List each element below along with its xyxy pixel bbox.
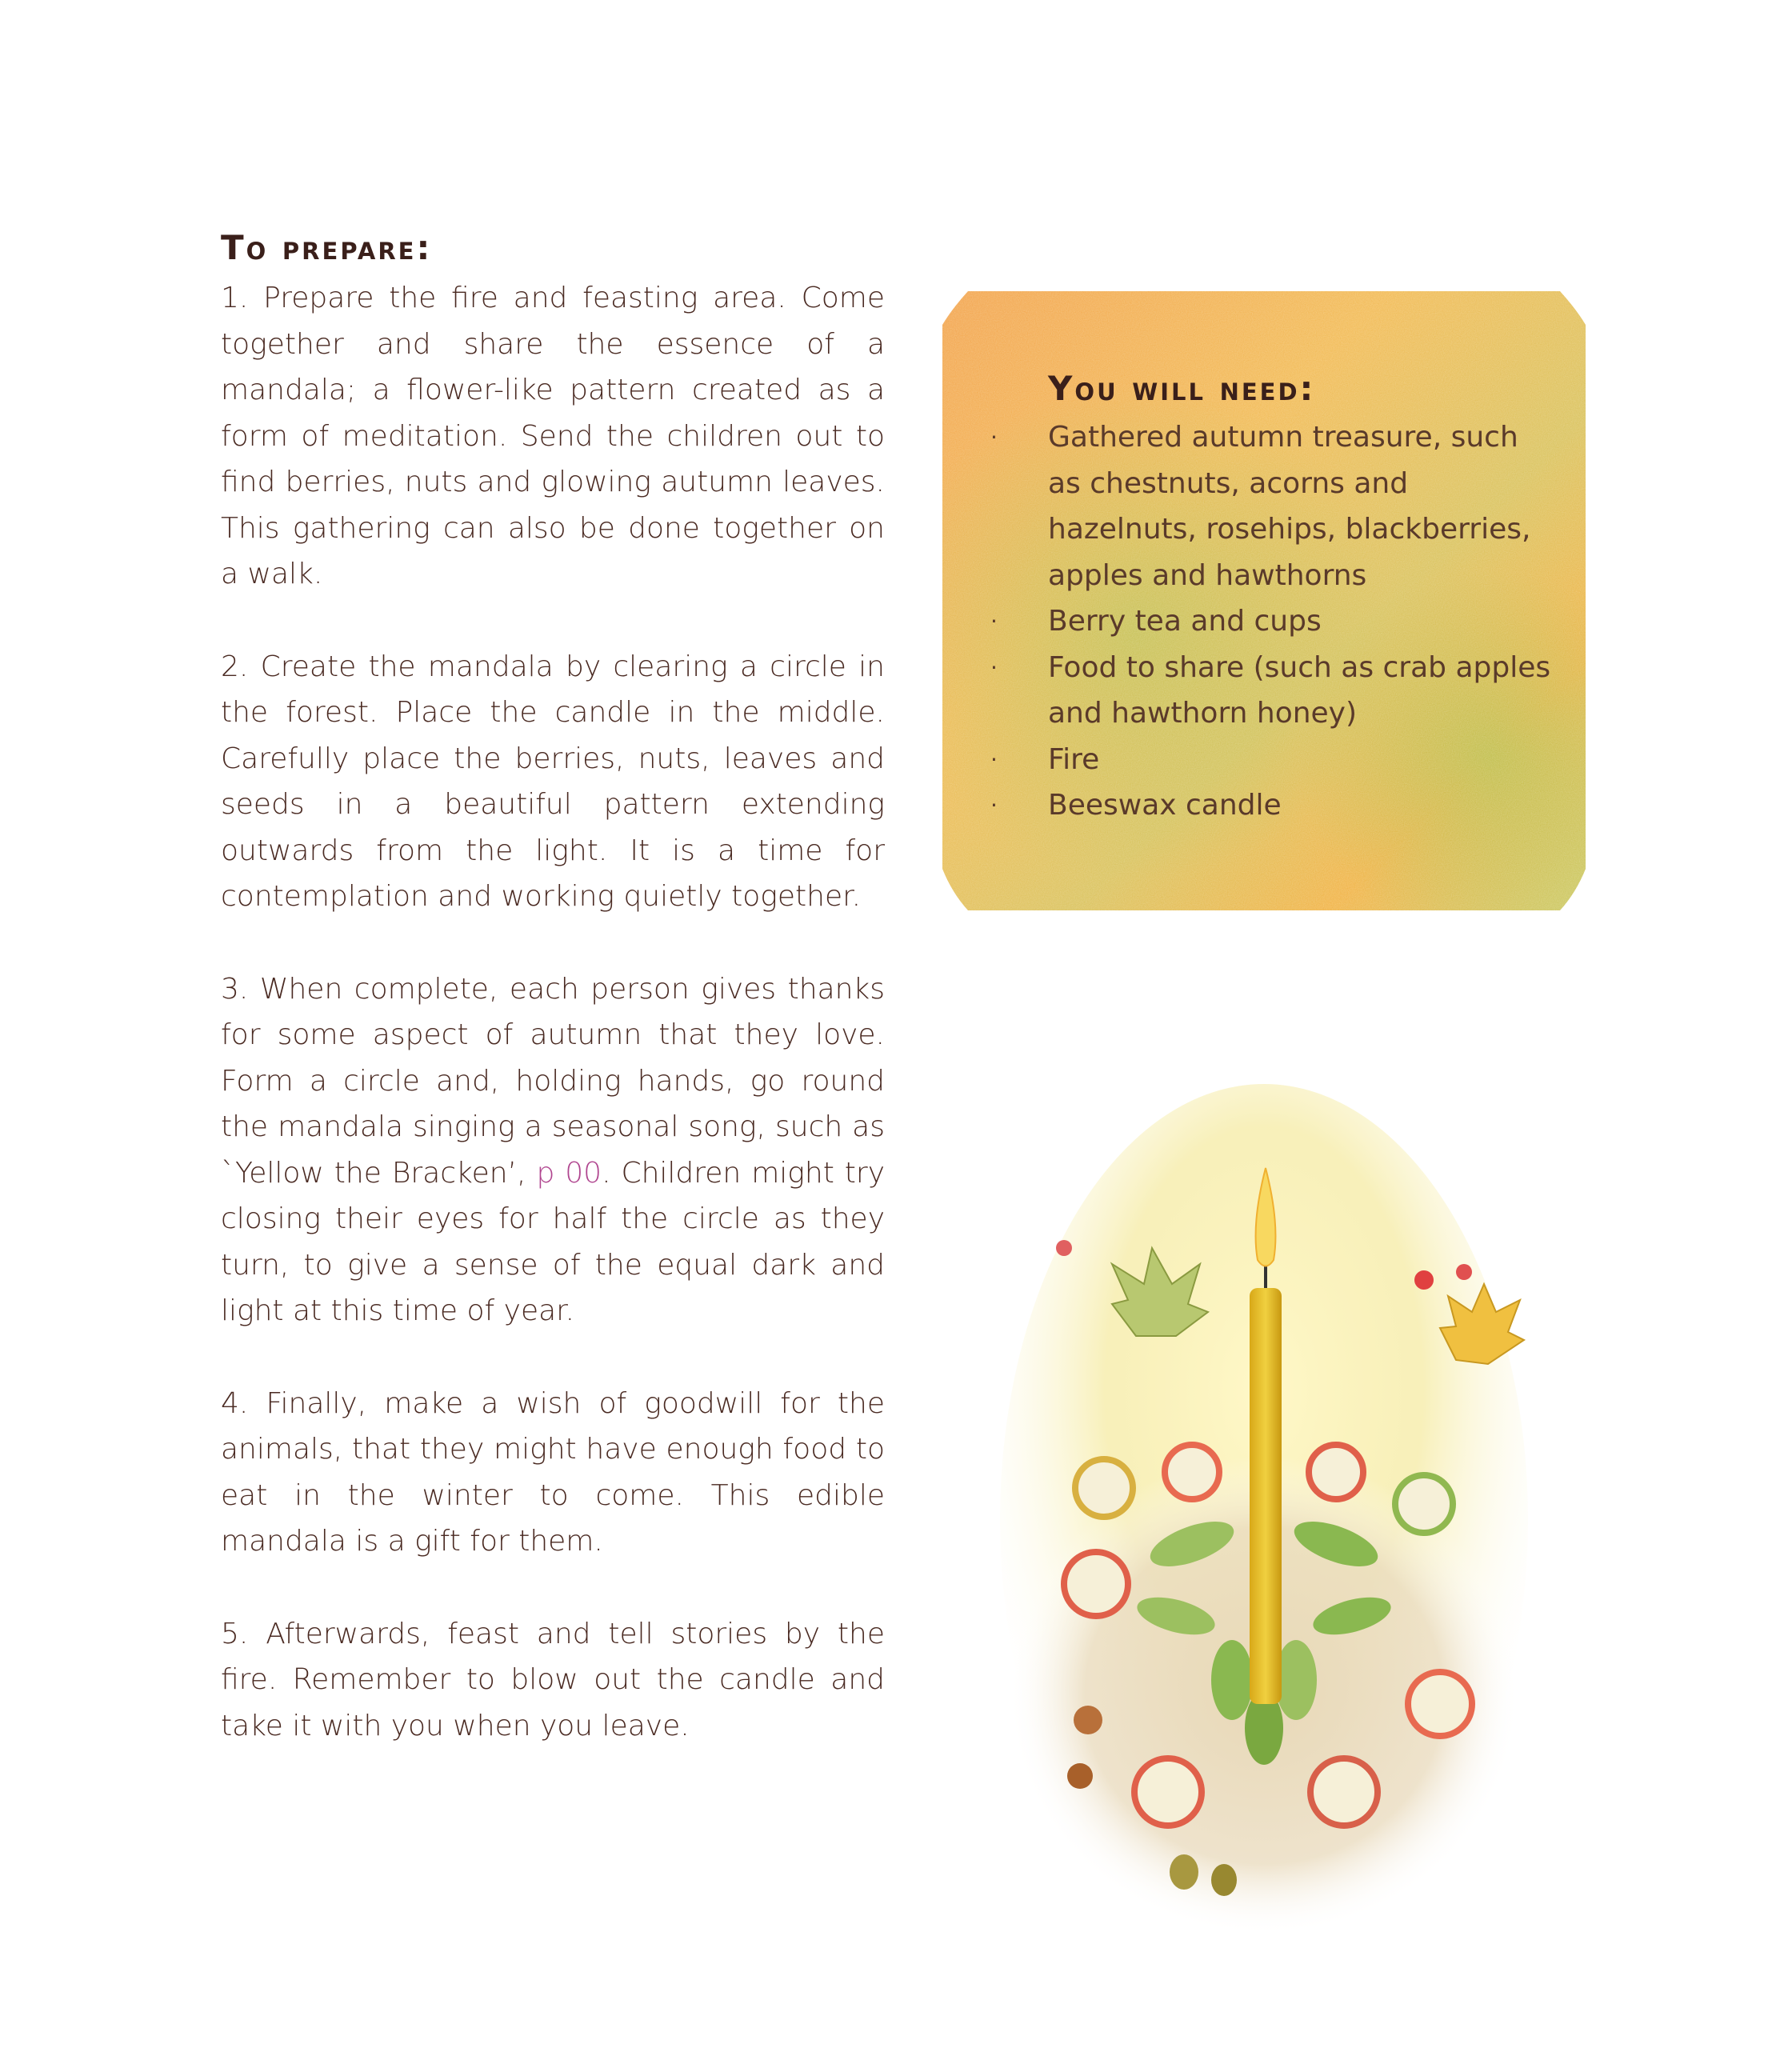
- step-3-text-before: 3. When complete, each person gives thanks for some aspect of autumn that they love. Form a circle and, holding hands, go round the mandala singing a seasonal song, such as `Yellow the Bracken’,: [221, 972, 885, 1190]
- prepare-section: [221, 224, 885, 1795]
- bullet: ·: [990, 792, 998, 818]
- list-item-text: Food to share (such as crab apples and hawthorn honey): [1048, 650, 1551, 730]
- step-5: 5. Afterwards, feast and tell stories by the fire. Remember to blow out the candle and take it with you when you leave.: [221, 1617, 885, 1742]
- list-item: [990, 598, 1560, 645]
- step-4: 4. Finally, make a wish of goodwill for the animals, that they might have enough food to eat in the winter to come. This edible mandala is a gift for them.: [221, 1386, 885, 1558]
- mandala-drawing: [992, 1072, 1536, 1968]
- mandala-illustration: [992, 1072, 1536, 1968]
- list-item-text: Beeswax candle: [1048, 789, 1282, 822]
- you-will-need-box: [936, 285, 1592, 917]
- list-item: [990, 737, 1560, 783]
- list-item-text: Gathered autumn treasure, such as chestnuts, acorns and hazelnuts, rosehips, blackberries, apples and hawthorns: [1048, 421, 1531, 592]
- acorn: [1170, 1854, 1198, 1890]
- acorn: [1211, 1864, 1237, 1896]
- step-3-text-after: . Children might try closing their eyes for half the circle as they turn, to give a sense of the equal dark and light at this time of year.: [221, 1156, 885, 1327]
- step-1: 1. Prepare the fire and feasting area. Come together and share the essence of a mandala; a flower-like pattern created as a form of meditation. Send the children out to find berries, nuts and glowing autumn leaves. This gathering can also be done together on a walk.: [221, 282, 885, 590]
- rosehip: [1056, 1240, 1072, 1256]
- prepare-heading: To prepare:: [221, 228, 433, 267]
- rosehip: [1456, 1264, 1472, 1280]
- bullet: ·: [990, 608, 998, 634]
- leaf: [1211, 1640, 1253, 1720]
- list-item-text: Berry tea and cups: [1048, 605, 1322, 638]
- rosehip: [1414, 1270, 1434, 1290]
- list-item: [990, 782, 1560, 829]
- list-item-text: Fire: [1048, 742, 1100, 776]
- needs-list: [990, 414, 1560, 829]
- hazelnut: [1074, 1706, 1102, 1734]
- page-reference-link[interactable]: p 00: [536, 1156, 602, 1190]
- bullet: ·: [990, 424, 998, 450]
- hazelnut: [1067, 1763, 1093, 1789]
- step-2: 2. Create the mandala by clearing a circle in the forest. Place the candle in the middle. Carefully place the berries, nuts, leaves and seeds in a beautiful pattern extending outwards from the light. It is a time for contemplation and working quietly together.: [221, 650, 885, 913]
- list-item: [990, 414, 1560, 598]
- bullet: ·: [990, 746, 998, 773]
- beeswax-candle: [1250, 1288, 1282, 1704]
- step-3: [221, 966, 885, 1334]
- bullet: ·: [990, 654, 998, 681]
- list-item: [990, 645, 1560, 737]
- needs-heading: You will need:: [1048, 369, 1316, 408]
